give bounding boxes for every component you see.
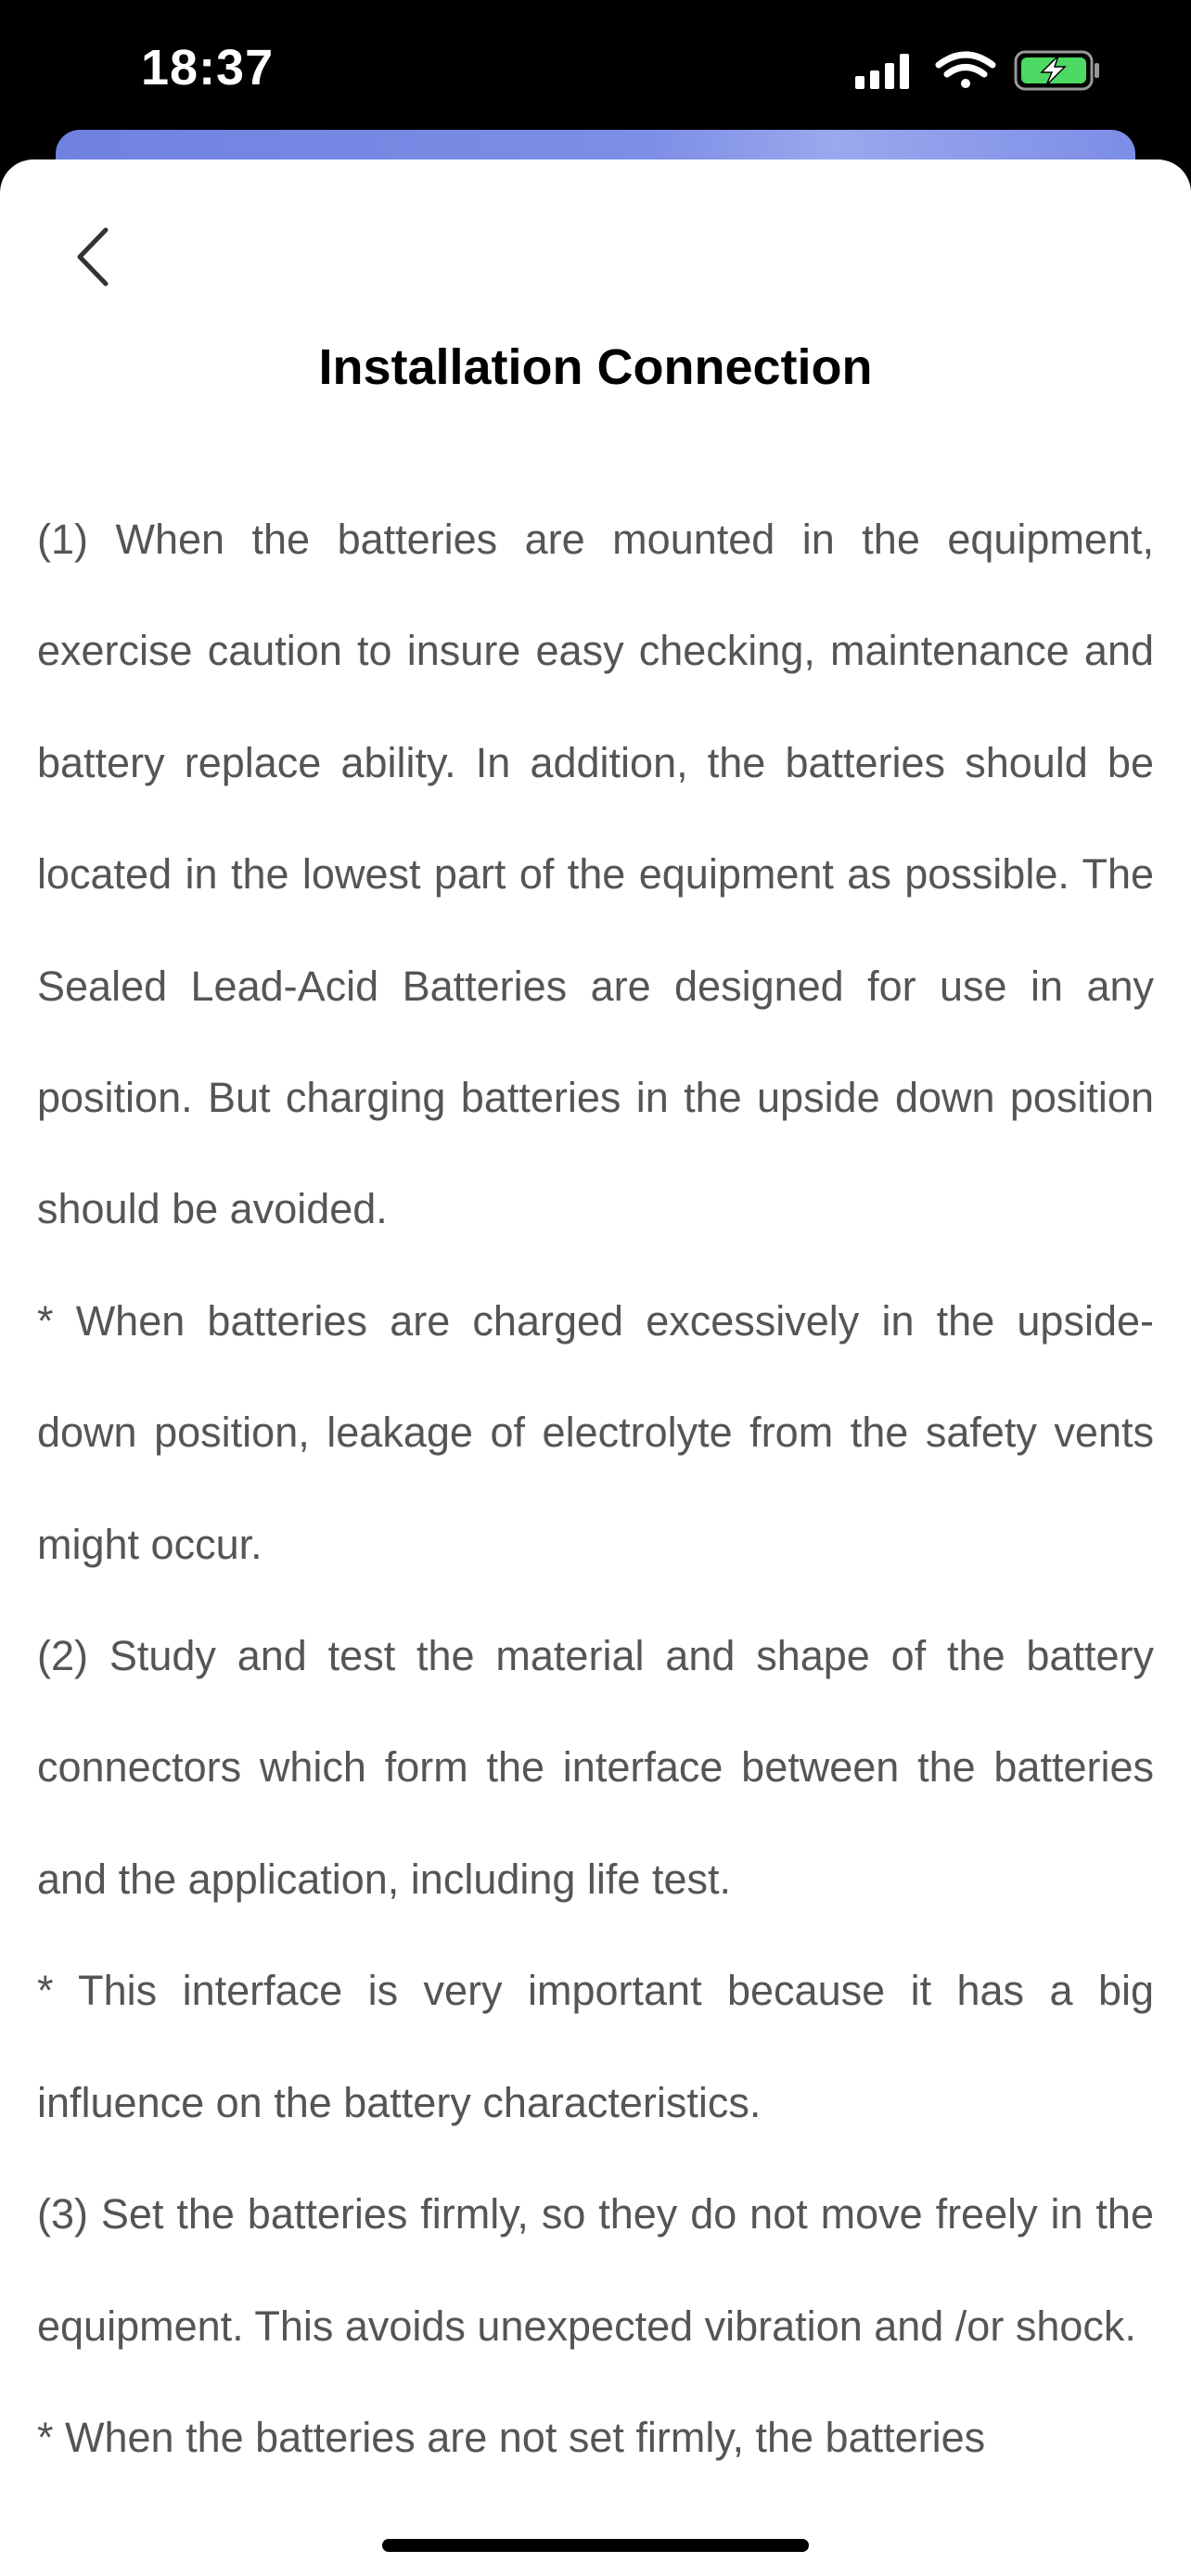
battery-charging-icon bbox=[1016, 52, 1099, 89]
paragraph: * This interface is very important because it has a big influence on the battery characteristics. bbox=[37, 1967, 1154, 2126]
paragraph: (2) Study and test the material and shape of the battery connectors which form the interface between the batteries and the application, including life test. bbox=[37, 1632, 1154, 1903]
cellular-signal-icon bbox=[855, 54, 909, 89]
status-time: 18:37 bbox=[141, 40, 275, 96]
paragraph: (3) Set the batteries firmly, so they do not move freely in the equipment. This avoids unexpected vibration and /or shock. bbox=[37, 2190, 1154, 2350]
modal-sheet bbox=[0, 159, 1191, 2576]
status-bar bbox=[0, 0, 1191, 148]
page-title: Installation Connection bbox=[318, 339, 873, 395]
home-indicator[interactable] bbox=[382, 2539, 809, 2552]
chevron-left-icon bbox=[72, 224, 113, 289]
article-content bbox=[37, 484, 1154, 2493]
paragraph: (1) When the batteries are mounted in the equipment, exercise caution to insure easy checking, maintenance and battery replace ability. In addition, the batteries should be located in the lowest part of the equipment as possible. The Sealed Lead-Acid Batteries are designed for use in any position. But charging batteries in the upside down position should be avoided. bbox=[37, 516, 1154, 1233]
paragraph: * When batteries are charged excessively in the upside-down position, leakage of electrolyte from the safety vents might occur. bbox=[37, 1296, 1154, 1568]
paragraph: * When the batteries are not set firmly, the batteries bbox=[37, 2413, 986, 2461]
status-icons bbox=[853, 48, 1104, 95]
wifi-icon bbox=[939, 55, 992, 88]
back-button[interactable] bbox=[56, 215, 130, 299]
